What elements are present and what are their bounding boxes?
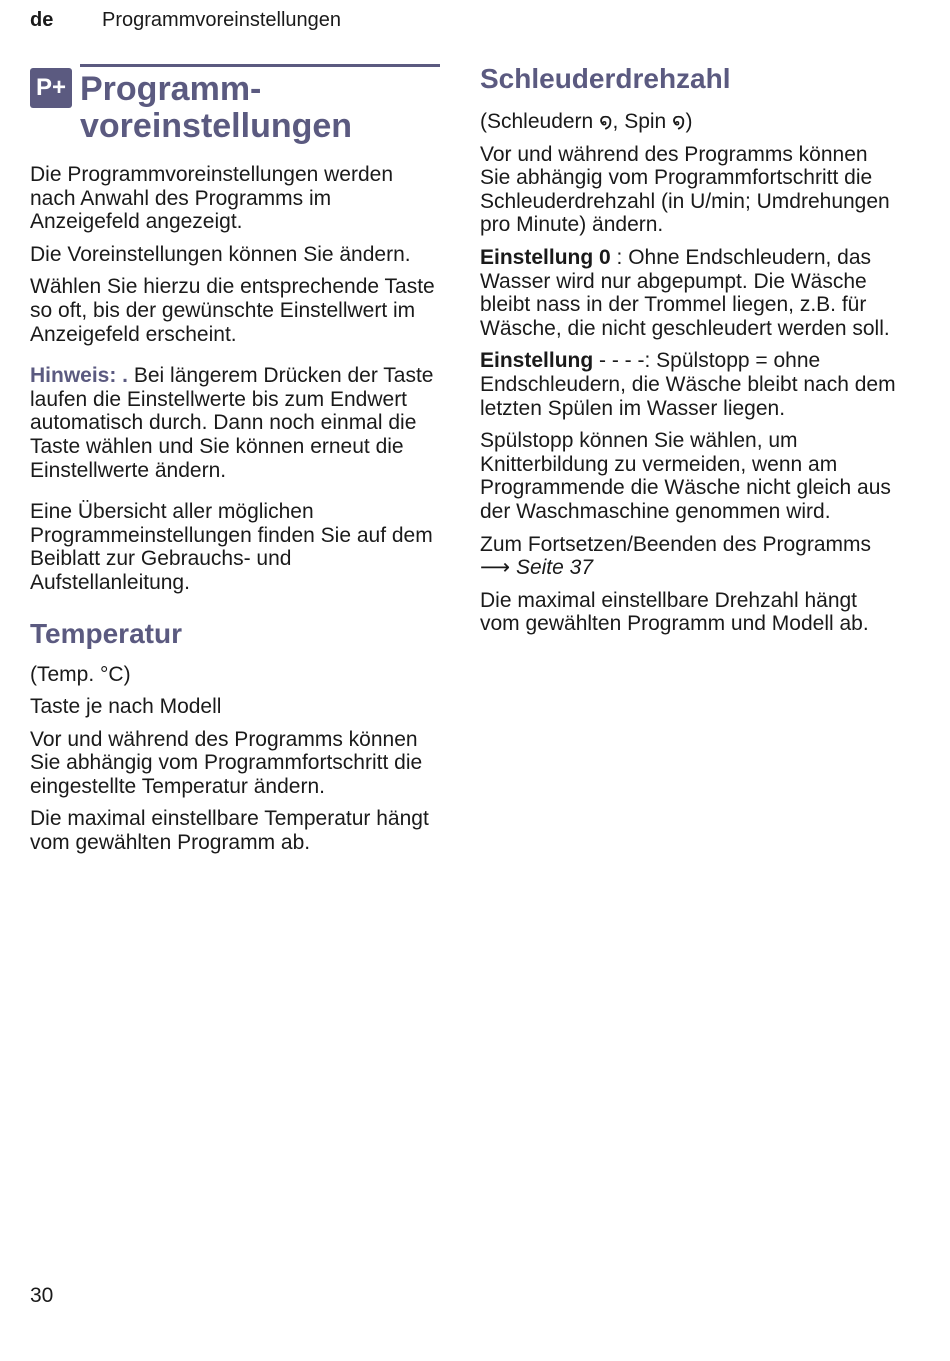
page-number: 30 (30, 1284, 54, 1307)
note-paragraph (30, 364, 442, 482)
note-label: Hinweis: . (30, 364, 129, 388)
temp-key-note: Taste je nach Modell (30, 695, 222, 719)
spin-label: (Schleudern ໑, Spin ໑) (480, 110, 693, 133)
temperature-heading: Temperatur (30, 617, 182, 649)
intro-paragraph: Die Programmvoreinstellungen werden nach Anwahl des Programms im Anzeigefeld angezeigt. (30, 163, 394, 234)
temp-change-paragraph: Vor und während des Programms können Sie abhängig vom Programmfortschritt die eingestellte Temperatur ändern. (30, 727, 423, 798)
program-settings-icon: P+ (30, 68, 72, 108)
spin-change-paragraph: Vor und während des Programms können Sie abhängig vom Programmfortschritt die Schleuderdrehzahl (in U/min; Umdrehungen pro Minute) ändern. (480, 142, 890, 237)
left-column (30, 64, 442, 864)
continue-paragraph (480, 533, 900, 580)
select-paragraph: Wählen Sie hierzu die entsprechende Taste so oft, bis der gewünschte Einstellwert im Anzeigefeld erscheint. (30, 275, 435, 346)
section-title-line1: Programm- (80, 70, 262, 108)
title-rule (80, 64, 440, 67)
spin-max-paragraph: Die maximal einstellbare Drehzahl hängt vom gewählten Programm und Modell ab. (480, 588, 869, 636)
change-paragraph: Die Voreinstellungen können Sie ändern. (30, 242, 411, 266)
setting-rinse-hold-label: Einstellung (480, 349, 594, 373)
setting-0-label: Einstellung 0 (480, 245, 611, 269)
right-column (480, 64, 900, 645)
temp-label: (Temp. °C) (30, 662, 131, 686)
setting-0-paragraph (480, 246, 900, 340)
language-code: de (30, 9, 54, 31)
setting-rinse-hold-text: - - - -: Spülstopp = ohne Endschleudern, die Wäsche bleibt nach dem letzten Spülen im Wasser liegen. (480, 349, 896, 420)
setting-0-text: : Ohne Endschleudern, das Wasser wird nur abgepumpt. Die Wäsche bleibt nass in der Trommel liegen, z.B. für Wäsche, die nicht geschleudert werden soll. (480, 245, 890, 340)
rinse-hold-paragraph: Spülstopp können Sie wählen, um Knitterbildung zu vermeiden, wenn am Programmende die Wäsche nicht gleich aus der Waschmaschine genommen wird. (480, 429, 891, 523)
page-reference-link[interactable]: Seite 37 (515, 556, 594, 580)
note-text: Bei längerem Drücken der Taste laufen die Einstellwerte bis zum Endwert automatisch durch. Dann noch einmal die Taste wählen und Sie können erneut die Einstellwerte ändern. (30, 364, 434, 482)
setting-rinse-hold-paragraph (480, 349, 900, 420)
overview-paragraph: Eine Übersicht aller möglichen Programmeinstellungen finden Sie auf dem Beiblatt zur Gebrauchs- und Aufstellanleitung. (30, 500, 433, 594)
temp-max-paragraph: Die maximal einstellbare Temperatur hängt vom gewählten Programm ab. (30, 807, 429, 855)
continue-text: Zum Fortsetzen/Beenden des Programms ⟶ (480, 532, 872, 580)
section-title-line2: voreinstellungen (80, 107, 353, 145)
spin-speed-heading: Schleuderdrehzahl (480, 63, 731, 94)
header-title: Programmvoreinstellungen (102, 9, 342, 31)
